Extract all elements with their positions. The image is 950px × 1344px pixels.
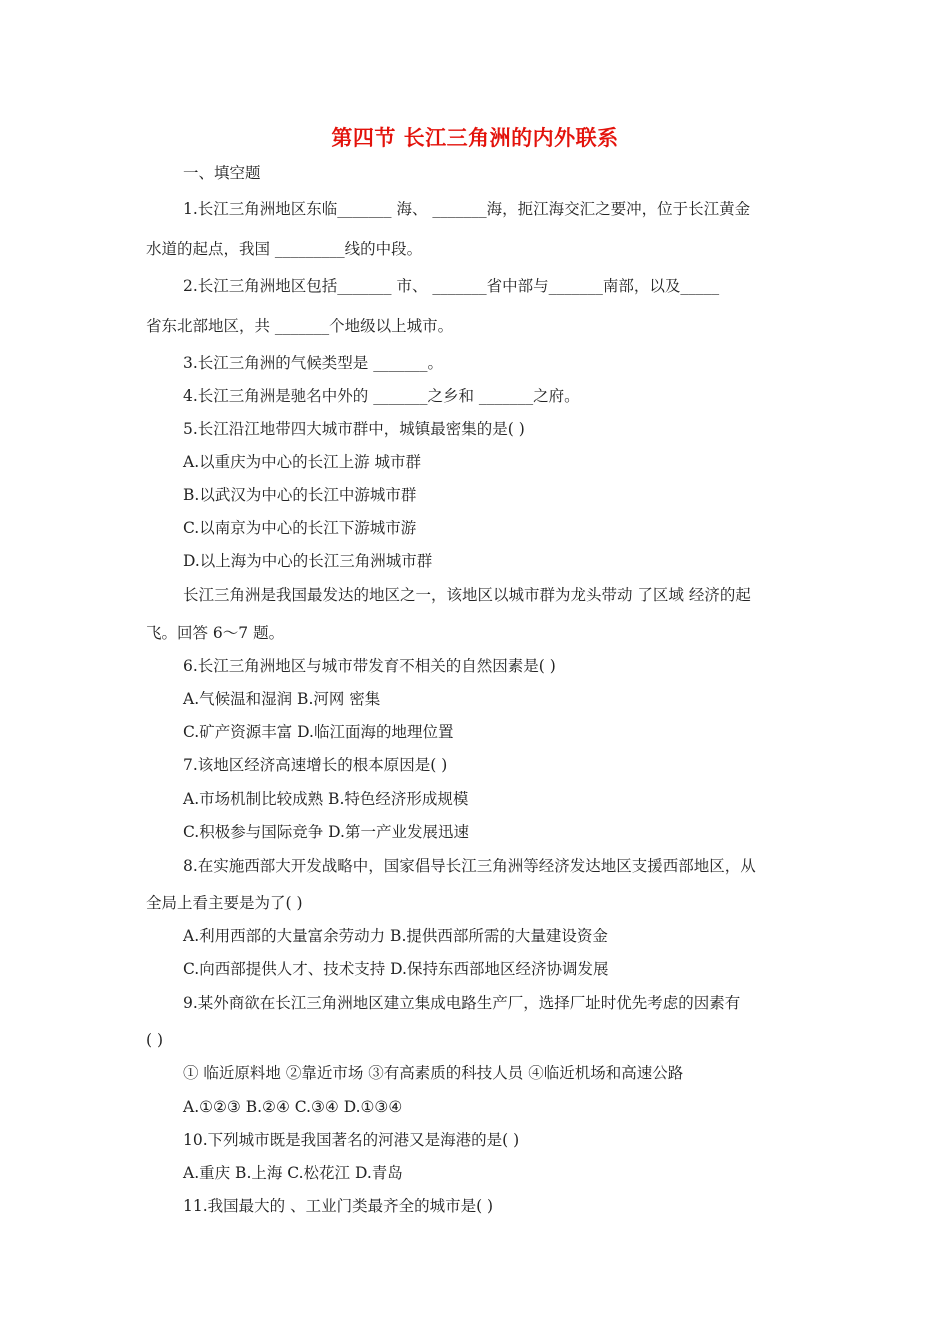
passage-line-2: 飞。回答 6～7 题。	[146, 624, 285, 642]
question-6-options-ab: A.气候温和湿润 B.河网 密集	[183, 690, 381, 708]
question-10: 10.下列城市既是我国著名的河港又是海港的是( )	[183, 1131, 520, 1149]
question-5-option-d: D.以上海为中心的长江三角洲城市群	[183, 552, 433, 570]
question-9-factors: ① 临近原料地 ②靠近市场 ③有高素质的科技人员 ④临近机场和高速公路	[183, 1064, 684, 1082]
question-6: 6.长江三角洲地区与城市带发育不相关的自然因素是( )	[183, 657, 556, 675]
question-10-options: A.重庆 B.上海 C.松花江 D.青岛	[183, 1164, 403, 1182]
question-9-line-1: 9.某外商欲在长江三角洲地区建立集成电路生产厂，选择厂址时优先考虑的因素有	[183, 994, 741, 1012]
question-3: 3.长江三角洲的气候类型是 _______。	[183, 354, 443, 372]
question-9-line-2: ( )	[146, 1031, 164, 1049]
passage-line-1: 长江三角洲是我国最发达的地区之一，该地区以城市群为龙头带动 了区域 经济的起	[183, 586, 751, 604]
question-7-options-ab: A.市场机制比较成熟 B.特色经济形成规模	[183, 790, 469, 808]
question-9-options: A.①②③ B.②④ C.③④ D.①③④	[183, 1098, 403, 1116]
question-5-option-a: A.以重庆为中心的长江上游 城市群	[183, 453, 422, 471]
question-8-line-1: 8.在实施西部大开发战略中，国家倡导长江三角洲等经济发达地区支援西部地区，从	[183, 857, 756, 875]
question-2-line-1: 2.长江三角洲地区包括_______ 市、 _______省中部与_______南部，以及_____	[183, 277, 720, 295]
question-1-line-2: 水道的起点，我国 _________线的中段。	[146, 240, 423, 258]
question-8-options-cd: C.向西部提供人才、技术支持 D.保持东西部地区经济协调发展	[183, 960, 609, 978]
question-5: 5.长江沿江地带四大城市群中，城镇最密集的是( )	[183, 420, 525, 438]
question-1-line-1: 1.长江三角洲地区东临_______ 海、 _______海，扼江海交汇之要冲，位于长江黄金	[183, 200, 751, 218]
question-7: 7.该地区经济高速增长的根本原因是( )	[183, 756, 448, 774]
question-4: 4.长江三角洲是驰名中外的 _______之乡和 _______之府。	[183, 387, 580, 405]
question-6-options-cd: C.矿产资源丰富 D.临江面海的地理位置	[183, 723, 454, 741]
question-7-options-cd: C.积极参与国际竞争 D.第一产业发展迅速	[183, 823, 469, 841]
question-5-option-b: B.以武汉为中心的长江中游城市群	[183, 486, 417, 504]
question-8-options-ab: A.利用西部的大量富余劳动力 B.提供西部所需的大量建设资金	[183, 927, 608, 945]
question-2-line-2: 省东北部地区，共 _______个地级以上城市。	[146, 317, 454, 335]
question-8-line-2: 全局上看主要是为了( )	[146, 894, 303, 912]
section-heading: 一、填空题	[183, 164, 261, 182]
question-11: 11.我国最大的 、工业门类最齐全的城市是( )	[183, 1197, 494, 1215]
page-title: 第四节 长江三角洲的内外联系	[331, 126, 619, 150]
question-5-option-c: C.以南京为中心的长江下游城市游	[183, 519, 417, 537]
